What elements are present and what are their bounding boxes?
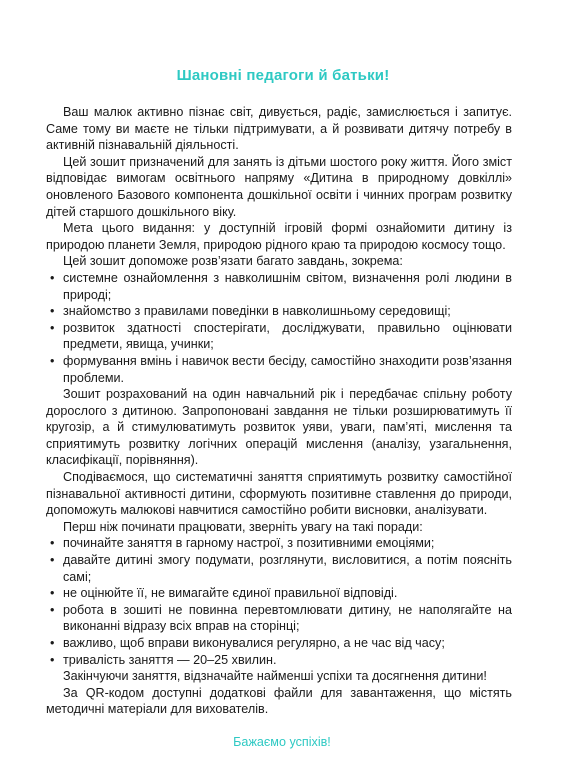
bullet-icon: • (50, 586, 55, 601)
body-paragraph: Зошит розрахований на один навчальний рік і передбачає спільну роботу дорослого з дитиною. Запропоновані завдання не тільки розширюватимуть її кругозір, а й стимулюватимуть розвиток уяви, уваги, пам’яті, мислення та сприятимуть розвитку логічних операцій мислення (аналізу, узагальнення, класифікації, порівняння). (46, 387, 512, 468)
bullet-icon: • (50, 536, 55, 551)
list-item-text: знайомство з правилами поведінки в навколишньому середовищі; (63, 304, 451, 319)
list-item (46, 602, 512, 635)
list-item (46, 552, 512, 585)
list-item-text: системне ознайомлення з навколишнім світом, визначення ролі людини в природі; (63, 270, 512, 302)
bullet-icon: • (50, 353, 55, 368)
foreword-page (46, 66, 512, 750)
list-item (46, 535, 512, 552)
list-item (46, 353, 512, 386)
foreword-body (46, 104, 512, 718)
list-item (46, 652, 512, 669)
list-item-text: формування вмінь і навичок вести бесіду, самостійно знаходити розв’язання проблеми. (63, 353, 512, 385)
list-item-text: не оцінюйте її, не вимагайте єдиної правильної відповіді. (63, 586, 398, 601)
page-title: Шановні педагоги й батьки! (176, 67, 390, 84)
closing-paragraph: Закінчуючи заняття, відзначайте найменші успіхи та досягнення дитини! (63, 669, 487, 684)
intro-paragraph: Цей зошит допоможе розв’язати багато завдань, зокрема: (63, 254, 403, 269)
qr-code-paragraph: За QR-кодом доступні додаткові файли для завантаження, що містять методичні матеріали для вихователів. (46, 685, 512, 717)
intro-paragraph: Ваш малюк активно пізнає світ, дивується, радіє, замислюється і запитує. Саме тому ви маєте не тільки підтримувати, а й розвивати дитячу потребу в активній пізнавальній діяльності. (46, 105, 512, 153)
list-item (46, 270, 512, 303)
body-paragraph: Сподіваємося, що систематичні заняття сприятимуть розвитку самостійної пізнавальної активності дитини, сформують позитивне ставлення до природи, допоможуть малюкові навчитися самостійно робити висновки, аналізувати. (46, 470, 512, 518)
bullet-icon: • (50, 553, 55, 568)
list-item (46, 320, 512, 353)
intro-paragraph: Цей зошит призначений для занять із дітьми шостого року життя. Його зміст відповідає вимогам освітнього напряму «Дитина в природному довкіллі» оновленого Базового компонента дошкільної освіти і чинних програм розвитку дітей старшого дошкільного віку. (46, 154, 512, 219)
list-item-text: починайте заняття в гарному настрої, з позитивними емоціями; (63, 536, 435, 551)
list-item-text: розвиток здатності спостерігати, досліджувати, правильно оцінювати предмети, явища, учинки; (63, 320, 512, 352)
bullet-icon: • (50, 270, 55, 285)
list-item (46, 585, 512, 602)
body-paragraph: Перш ніж починати працювати, зверніть увагу на такі поради: (63, 519, 423, 534)
closing-wish: Бажаємо успіхів! (233, 734, 331, 749)
bullet-icon: • (50, 602, 55, 617)
intro-paragraph: Мета цього видання: у доступній ігровій формі ознайомити дитину із природою планети Земля, природою рідного краю та природою космосу тощо. (46, 221, 512, 252)
list-item (46, 635, 512, 652)
tasks-list (46, 270, 512, 386)
bullet-icon: • (50, 320, 55, 335)
list-item (46, 303, 512, 320)
bullet-icon: • (50, 652, 55, 667)
bullet-icon: • (50, 636, 55, 650)
list-item-text: давайте дитині змогу подумати, розглянути, висловитися, а потім поясніть самі; (63, 553, 512, 584)
bullet-icon: • (50, 304, 55, 319)
list-item-text: робота в зошиті не повинна перевтомлювати дитину, не наполягайте на виконанні відразу всіх вправ на сторінці; (63, 602, 512, 634)
tips-list (46, 535, 512, 668)
list-item-text: важливо, щоб вправи виконувалися регулярно, а не час від часу; (63, 636, 445, 650)
list-item-text: тривалість заняття — 20–25 хвилин. (63, 652, 277, 667)
